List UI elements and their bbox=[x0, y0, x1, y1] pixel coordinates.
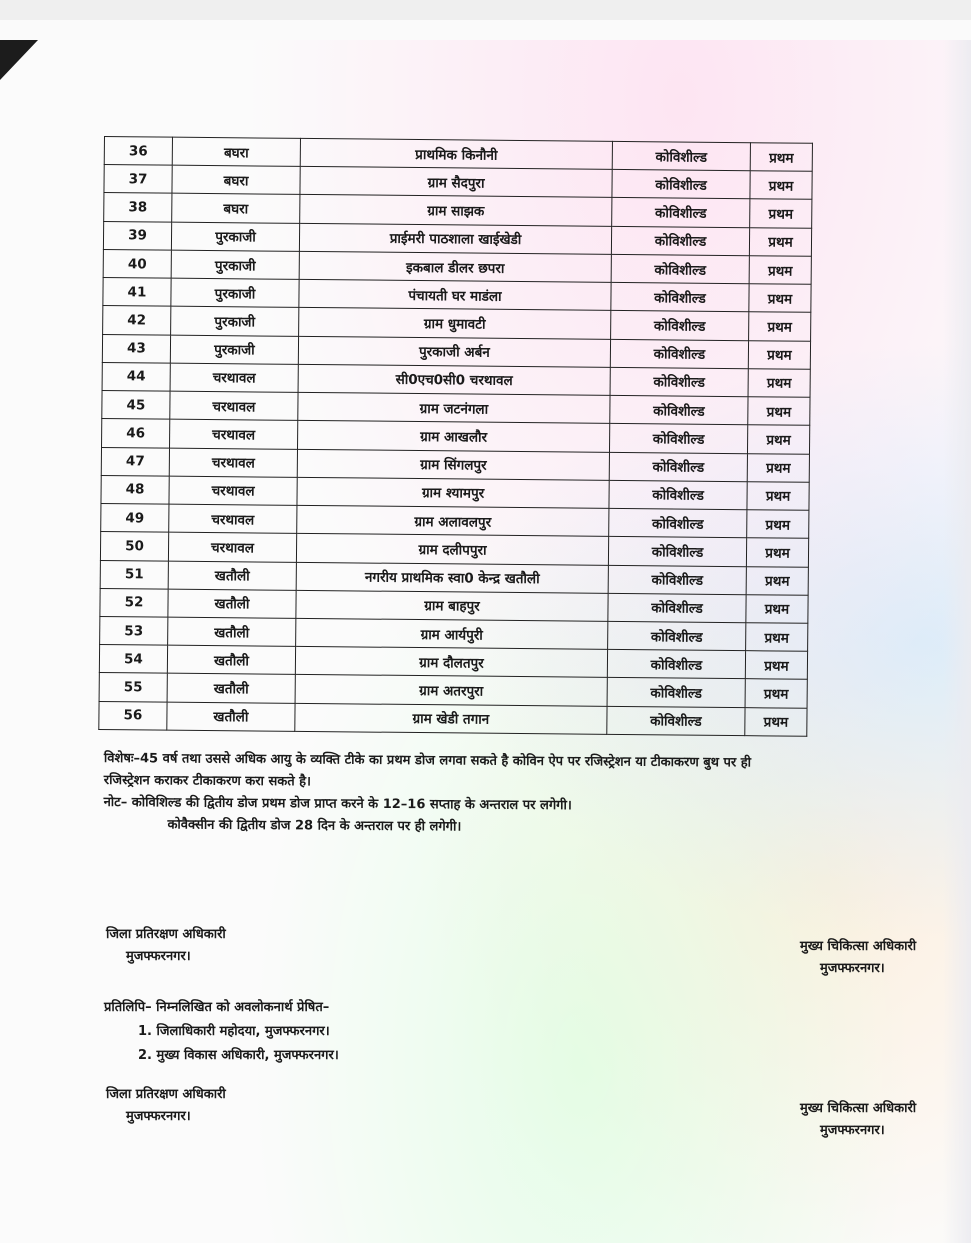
vaccine-cell: कोविशील्ड bbox=[612, 198, 750, 228]
block-cell: चरथावल bbox=[170, 419, 298, 448]
dose-cell: प्रथम bbox=[747, 482, 809, 511]
dose-cell: प्रथम bbox=[746, 566, 808, 595]
vaccine-cell: कोविशील्ड bbox=[609, 480, 747, 510]
dose-cell: प्रथम bbox=[750, 199, 812, 228]
site-cell: पंचायती घर माडंला bbox=[299, 280, 611, 311]
block-cell: खतौली bbox=[167, 702, 295, 732]
site-cell: ग्राम दौलतपुर bbox=[295, 647, 607, 678]
serial-cell: 42 bbox=[103, 306, 171, 335]
special-note-line1: विशेषः–45 वर्ष तथा उससे अधिक आयु के व्यक्ति टीके का प्रथम डोज लगवा सकते है कोविन ऐप पर रजिस्ट्रेशन या टीकाकरण बुथ पर ही bbox=[103, 750, 752, 771]
dose-note-line1: नोट– कोविशिल्ड की द्वितीय डोज प्रथम डोज प्राप्त करने के 12–16 सप्ताह के अन्तराल पर लगेगी। bbox=[103, 794, 572, 814]
block-cell: पुरकाजी bbox=[170, 335, 298, 364]
vaccine-cell: कोविशील्ड bbox=[611, 311, 749, 341]
vaccine-cell: कोविशील्ड bbox=[609, 452, 747, 482]
site-cell: प्राईमरी पाठशाला खाईखेडी bbox=[299, 223, 611, 254]
block-cell: खतौली bbox=[167, 645, 295, 674]
serial-cell: 45 bbox=[102, 391, 170, 420]
dose-cell: प्रथम bbox=[748, 369, 810, 398]
vaccine-cell: कोविशील्ड bbox=[609, 508, 747, 538]
officer-title: मुख्य चिकित्सा अधिकारी bbox=[800, 1101, 917, 1116]
vaccine-cell: कोविशील्ड bbox=[611, 283, 749, 313]
block-cell: पुरकाजी bbox=[171, 278, 299, 307]
block-cell: खतौली bbox=[168, 589, 296, 618]
block-cell: खतौली bbox=[167, 674, 295, 703]
dose-cell: प्रथम bbox=[749, 312, 811, 341]
site-cell: नगरीय प्राथमिक स्वा0 केन्द्र खतौली bbox=[296, 562, 608, 593]
dose-cell: प्रथम bbox=[746, 594, 808, 623]
dose-cell: प्रथम bbox=[746, 623, 808, 652]
serial-cell: 55 bbox=[99, 673, 167, 702]
vaccine-cell: कोविशील्ड bbox=[608, 593, 746, 623]
dose-note-line2: कोवैक्सीन की द्वितीय डोज 28 दिन के अन्तराल पर ही लगेगी। bbox=[167, 817, 462, 835]
dose-cell: प्रथम bbox=[747, 510, 809, 539]
top-bar bbox=[0, 0, 971, 20]
vaccine-cell: कोविशील्ड bbox=[608, 565, 746, 595]
dose-cell: प्रथम bbox=[748, 340, 810, 369]
site-cell: इकबाल डीलर छपरा bbox=[299, 251, 611, 282]
serial-cell: 52 bbox=[100, 588, 168, 617]
vaccine-cell: कोविशील्ड bbox=[611, 226, 749, 256]
vaccine-cell: कोविशील्ड bbox=[612, 170, 750, 200]
serial-cell: 39 bbox=[103, 221, 171, 250]
block-cell: पुरकाजी bbox=[171, 307, 299, 336]
officer-place: मुजफ्फरनगर। bbox=[820, 961, 885, 976]
page-corner-shadow bbox=[0, 40, 38, 80]
dose-cell: प्रथम bbox=[749, 256, 811, 285]
officer-title: जिला प्रतिरक्षण अधिकारी bbox=[106, 927, 226, 942]
serial-cell: 36 bbox=[104, 137, 172, 166]
dose-cell: प्रथम bbox=[748, 397, 810, 426]
vaccine-cell: कोविशील्ड bbox=[607, 706, 745, 736]
site-cell: ग्राम दलीपपुरा bbox=[296, 534, 608, 565]
site-cell: ग्राम सैदपुरा bbox=[300, 167, 612, 198]
serial-cell: 56 bbox=[99, 701, 167, 730]
vaccine-cell: कोविशील्ड bbox=[609, 424, 747, 454]
copy-item-text: मुख्य विकास अधिकारी, मुजफ्फरनगर। bbox=[156, 1048, 339, 1063]
site-cell: पुरकाजी अर्बन bbox=[298, 336, 610, 367]
serial-cell: 53 bbox=[100, 616, 168, 645]
copy-item bbox=[104, 1044, 339, 1068]
block-cell: चरथावल bbox=[169, 476, 297, 505]
site-cell: ग्राम अतरपुरा bbox=[295, 675, 607, 706]
vaccine-cell: कोविशील्ड bbox=[608, 621, 746, 651]
officer-place: मुजफ्फरनगर। bbox=[126, 949, 191, 964]
serial-cell: 41 bbox=[103, 278, 171, 307]
site-cell: ग्राम बाहपुर bbox=[296, 590, 608, 621]
serial-cell: 44 bbox=[102, 362, 170, 391]
dose-cell: प्रथम bbox=[750, 171, 812, 200]
serial-cell: 46 bbox=[102, 419, 170, 448]
site-cell: ग्राम खेडी तगान bbox=[295, 703, 607, 734]
block-cell: बघरा bbox=[172, 165, 300, 194]
block-cell: चरथावल bbox=[168, 532, 296, 561]
officer-place: मुजफ्फरनगर। bbox=[126, 1109, 191, 1124]
site-cell: ग्राम साझक bbox=[300, 195, 612, 226]
top-strip bbox=[0, 20, 971, 40]
vaccine-cell: कोविशील्ड bbox=[610, 395, 748, 425]
vaccination-sites-table bbox=[98, 136, 813, 737]
serial-cell: 54 bbox=[99, 645, 167, 674]
serial-cell: 38 bbox=[104, 193, 172, 222]
serial-cell: 48 bbox=[101, 475, 169, 504]
site-cell: ग्राम सिंगलपुर bbox=[297, 449, 609, 480]
serial-cell: 49 bbox=[101, 504, 169, 533]
block-cell: खतौली bbox=[168, 617, 296, 646]
vaccine-cell: कोविशील्ड bbox=[610, 339, 748, 369]
vaccine-cell: कोविशील्ड bbox=[608, 537, 746, 567]
copy-heading: प्रतिलिपि– निम्नलिखित को अवलोकनार्थ प्रेषित– bbox=[104, 1000, 330, 1015]
vaccine-cell: कोविशील्ड bbox=[612, 141, 750, 171]
block-cell: पुरकाजी bbox=[171, 250, 299, 279]
vaccine-cell: कोविशील्ड bbox=[607, 678, 745, 708]
page-edge-glare bbox=[943, 40, 971, 1243]
block-cell: बघरा bbox=[172, 194, 300, 223]
site-cell: ग्राम धुमावटी bbox=[299, 308, 611, 339]
dose-cell: प्रथम bbox=[745, 679, 807, 708]
dose-cell: प्रथम bbox=[747, 453, 809, 482]
officer-title: मुख्य चिकित्सा अधिकारी bbox=[800, 939, 917, 954]
block-cell: खतौली bbox=[168, 561, 296, 590]
copy-item-text: जिलाधिकारी महोदया, मुजफ्फरनगर। bbox=[156, 1024, 330, 1039]
signature-right-1 bbox=[800, 936, 916, 980]
signature-left-1 bbox=[106, 924, 226, 968]
officer-title: जिला प्रतिरक्षण अधिकारी bbox=[106, 1087, 226, 1102]
signature-left-2 bbox=[106, 1084, 226, 1128]
serial-cell: 51 bbox=[100, 560, 168, 589]
dose-cell: प्रथम bbox=[745, 707, 807, 736]
dose-cell: प्रथम bbox=[749, 227, 811, 256]
officer-place: मुजफ्फरनगर। bbox=[820, 1123, 885, 1138]
serial-cell: 37 bbox=[104, 165, 172, 194]
vaccine-cell: कोविशील्ड bbox=[610, 367, 748, 397]
vaccine-cell: कोविशील्ड bbox=[611, 254, 749, 284]
special-note-line2: रजिस्ट्रेशन कराकर टीकाकरण करा सकते है। bbox=[103, 772, 312, 790]
block-cell: चरथावल bbox=[170, 363, 298, 392]
site-cell: सी0एच0सी0 चरथावल bbox=[298, 364, 610, 395]
serial-cell: 47 bbox=[101, 447, 169, 476]
vaccine-cell: कोविशील्ड bbox=[607, 650, 745, 680]
serial-cell: 43 bbox=[102, 334, 170, 363]
block-cell: चरथावल bbox=[170, 391, 298, 420]
dose-cell: प्रथम bbox=[747, 425, 809, 454]
table-row bbox=[99, 701, 807, 736]
copy-item-number: 2. bbox=[138, 1048, 152, 1063]
block-cell: चरथावल bbox=[169, 504, 297, 533]
dose-cell: प्रथम bbox=[750, 143, 812, 172]
signature-right-2 bbox=[800, 1098, 916, 1142]
dose-cell: प्रथम bbox=[749, 284, 811, 313]
copy-list bbox=[104, 996, 339, 1068]
block-cell: बघरा bbox=[172, 137, 300, 166]
site-cell: ग्राम अलावलपुर bbox=[297, 505, 609, 536]
block-cell: चरथावल bbox=[169, 448, 297, 477]
site-cell: ग्राम आखलौर bbox=[298, 421, 610, 452]
notes-section bbox=[103, 748, 934, 842]
dose-cell: प्रथम bbox=[746, 538, 808, 567]
dose-cell: प्रथम bbox=[745, 651, 807, 680]
site-cell: ग्राम आर्यपुरी bbox=[296, 618, 608, 649]
site-cell: ग्राम श्यामपुर bbox=[297, 477, 609, 508]
copy-item bbox=[104, 1020, 339, 1044]
copy-item-number: 1. bbox=[138, 1024, 152, 1039]
block-cell: पुरकाजी bbox=[171, 222, 299, 251]
site-cell: ग्राम जटनंगला bbox=[298, 392, 610, 423]
site-cell: प्राथमिक किनौनी bbox=[300, 138, 612, 169]
serial-cell: 50 bbox=[100, 532, 168, 561]
serial-cell: 40 bbox=[103, 249, 171, 278]
